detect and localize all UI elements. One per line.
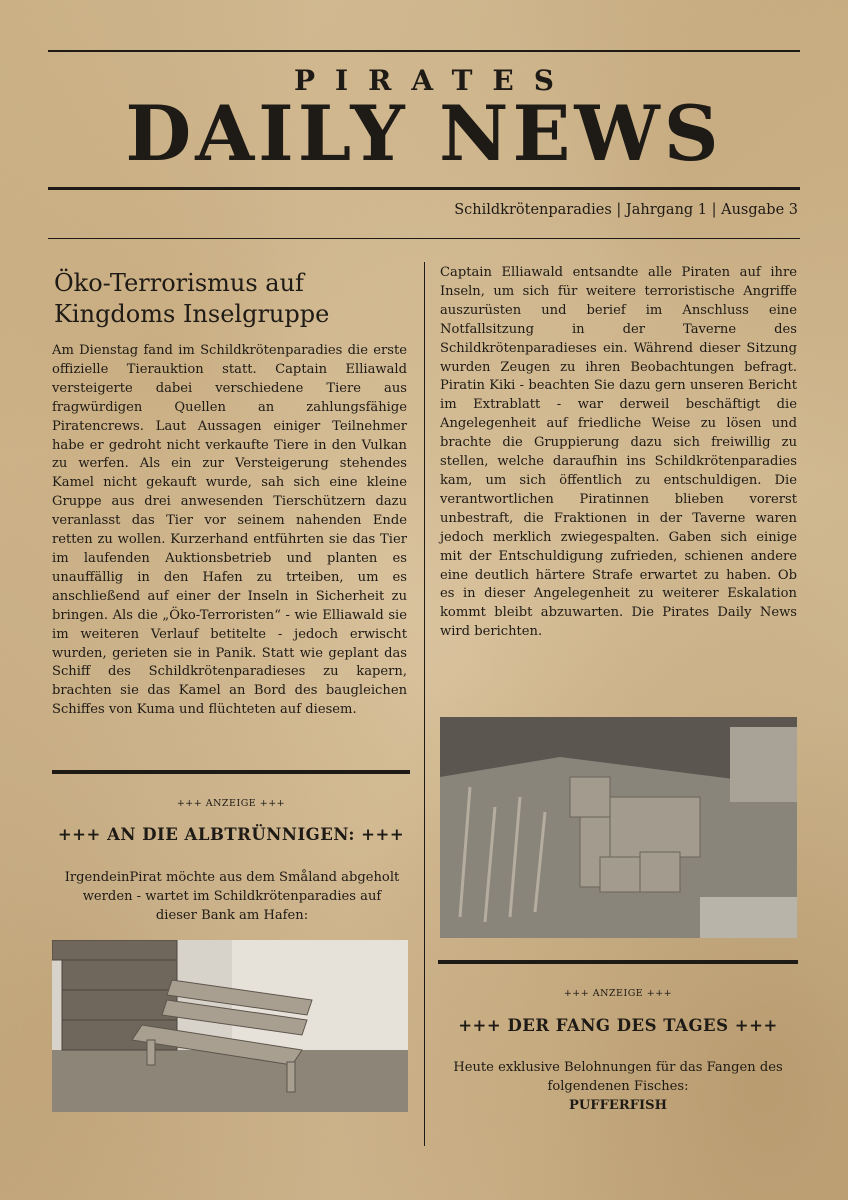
article-body-right: Captain Elliawald entsandte alle Piraten auf ihre Inseln, um sich für weitere terroristische Angriffe auszurüsten und berief im Anschluss eine Notfallsitzung in der Taverne des Schildkrötenparadieses ein. Während dieser Sitzung wurden Zeugen zu ihren Beobachtungen befragt. Piratin Kiki - beachten Sie dazu gern unseren Bericht im Extrablatt - war derweil beschäftigt die Angelegenheit auf friedliche Weise zu lösen und brachte die Gruppierung dazu sich freiwillig zu stellen, welche daraufhin ins Schildkrötenparadies kam, um sich öffentlich zu entschuldigen. Die verantwortlichen Piratinnen blieben vorerst unbestraft, die Fraktionen in der Taverne waren jedoch merklich zwiegespalten. Gaben sich einige mit der Entschuldigung zufrieden, schienen andere eine deutlich härtere Strafe erwartet zu haben. Ob es in dieser Angelegenheit zu weiterer Eskalation kommt bleibt abzuwarten. Die Pirates Daily News wird berichten. xyxy=(440,265,797,640)
right-ad-title: +++ DER FANG DES TAGES +++ xyxy=(458,1016,778,1035)
article-headline xyxy=(54,268,410,330)
column-divider xyxy=(424,262,425,1146)
headline-line-2: Kingdoms Inselgruppe xyxy=(54,300,330,328)
masthead-kicker: PIRATES xyxy=(293,64,574,97)
left-ad-tag: +++ ANZEIGE +++ xyxy=(176,798,286,809)
left-ad-title: +++ AN DIE ALBTRÜNNIGEN: +++ xyxy=(57,825,405,844)
right-ad-tag: +++ ANZEIGE +++ xyxy=(563,988,673,999)
fish-name: PUFFERFISH xyxy=(569,1098,667,1113)
left-ad-body: IrgendeinPirat möchte aus dem Småland abgeholt werden - wartet im Schildkrötenparadies auf dieser Bank am Hafen: xyxy=(64,870,400,923)
article-body-left: Am Dienstag fand im Schildkrötenparadies die erste offizielle Tierauktion statt. Captain Elliawald versteigerte dabei verschiedene Tiere aus fragwürdigen Quellen an zahlungsfähige Piratencrews. Laut Aussagen einiger Teilnehmer habe er gedroht nicht verkaufte Tiere in den Vulkan zu werfen. Als ein zur Versteigerung stehendes Kamel nicht gekauft wurde, sah sich eine kleine Gruppe aus drei anwesenden Tierschützern dazu veranlasst das Tier vor seinem nahenden Ende retten zu wollen. Kurzerhand entführten sie das Tier im laufenden Auktionsbetrieb und planten es unauffällig in den Hafen zu trteiben, um es anschließend auf einer der Inseln in Sicherheit zu bringen. Als die „Öko-Terroristen“ - wie Elliawald sie im weiteren Verlauf betitelte - jedoch erwischt wurden, gerieten sie in Panik. Statt wie geplant das Schiff des Schildkrötenparadieses zu kapern, brachten sie das Kamel an Bord des baugleichen Schiffes von Kuma und flüchteten auf diesem. xyxy=(52,343,407,718)
issue-line: Schildkrötenparadies | Jahrgang 1 | Ausgabe 3 xyxy=(454,202,798,218)
right-ad-rule xyxy=(438,960,798,964)
right-ad-body: Heute exklusive Belohnungen für das Fangen des folgendenen Fisches: xyxy=(453,1060,783,1094)
left-column xyxy=(50,268,410,720)
headline-line-1: Öko-Terrorismus auf xyxy=(54,269,304,297)
camel-photo xyxy=(440,717,797,938)
masthead-title: DAILY NEWS xyxy=(125,89,723,178)
masthead-bottom-rule xyxy=(48,187,800,190)
right-ad-content xyxy=(438,1058,798,1115)
left-ad-rule xyxy=(52,770,410,774)
bench-photo xyxy=(52,940,408,1112)
masthead-top-rule xyxy=(48,50,800,52)
right-column xyxy=(440,264,797,642)
issue-rule xyxy=(48,238,800,239)
